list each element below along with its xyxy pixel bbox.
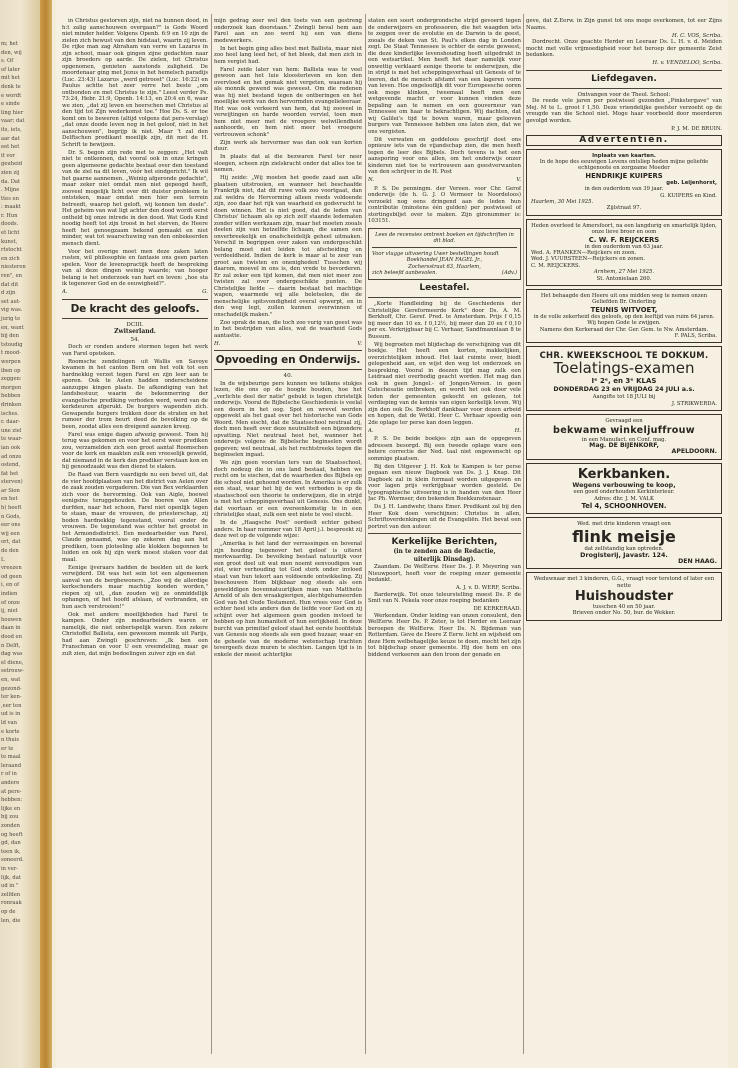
spine-fragment: hebben: [1, 797, 23, 804]
divider [214, 350, 362, 351]
spine-fragment: mit het [1, 75, 20, 82]
spine-fragment: andere [1, 780, 20, 787]
spine-fragment: : maakt [1, 204, 21, 211]
spine-fragment: n Delft, [1, 642, 21, 649]
spine-fragment: len, die [1, 917, 21, 924]
spine-fragment: geuheid [1, 161, 23, 168]
spine-fragment: n Gods, [1, 513, 21, 520]
spine-fragment: ian ook [1, 444, 21, 451]
spine-fragment: ld van [1, 719, 17, 726]
spine-fragment: leraand [1, 762, 22, 769]
spine-fragment: houwen [1, 616, 22, 623]
spine-fragment: eet het [1, 144, 20, 151]
spine-fragment: dood en [1, 633, 22, 640]
spine-fragment: ren", en [1, 273, 22, 280]
spine-fragment: teen ik, [1, 848, 21, 855]
column-1 [62, 18, 208, 1048]
spine-fragment: bij zou [1, 814, 19, 821]
spine-fragment: zien zij [1, 169, 20, 176]
divider [368, 533, 521, 534]
section-heading: Leestafel. [419, 283, 470, 294]
signature: A. H. [368, 427, 521, 434]
divider [368, 297, 521, 298]
spine-fragment: ronraak [1, 900, 22, 907]
section-heading: Opvoeding en Onderwijs. [215, 354, 361, 366]
spine-fragment: its, iets, [1, 126, 22, 133]
spine-fragment: ud is in [1, 711, 21, 718]
paragraph: Zoo sprak de man, die toch zoo vurig van geest was in het bestrijden van alles, wat de waarheid Gods aantastte. [214, 319, 362, 339]
spine-fragment: ter ken- [1, 694, 22, 701]
spine-fragment: morgen [1, 384, 22, 391]
spine-fragment: ling hier [1, 109, 24, 116]
article-part: 40. [283, 373, 293, 379]
spine-fragment: fat het [1, 470, 19, 477]
paragraph: Hij zeide: „Wij moeten het goede zaad aan alle plaatsen uitstrooien, en wanneer het beschaafde Frankrijk niet, dat dit ruwe volk zoo voortgaat, dan zal weldra de Hervorming alleen reeds voldoende zijn, zoo daar het rijk van waarheid en godsvrucht te doen winnen. Het is niet goed, dat de leden van Christus' lichaam als op zich zelf staande ledematen zonder willen werkzaam zijn, maar het moeten zooals deelen zijn van hetzelfde lichaam, die samen een onverbreekelijk en onafscheidelijk geheel uitmaken. Verschil in begrippen over zaken van ondergeschikt belang moet niet leiden tot afscheiding en verdeeldheid. Indien de kerk is maar al te zeer van proot aan twisten en onenigheden! Tusschen wij daarom, moevel in ons is, den vrede te bevorderen. Er zal zeker een tijd komen, dat men niet meer zoo twisten zal over ondergeschikte punten. De Christelijke liefde — daarin bestaat het machtige wapen, waarmede wij alle beletselen, die de menschelijke spitsvondigheid overal opwerpt, en in den weg legt, zullen kunnen overwinnen of onschadelijk maken." [214, 175, 362, 318]
spine-fragment: isches. [1, 410, 19, 417]
spine-fragment: lijke en [1, 805, 21, 812]
paragraph: Farel zeide later van hem: Ballista was te veel gewoon aan het luie kloosterleven en kon den overvloed en het gemak niet vergeten, waaraan hij als monnik gewend was geweest. Om die redenen was hij niet bestand tegen de ontberingen en het moeilijke werk van den hervormden evangelieleeraar. Het was ook verkeerd van hem, dat hij zooveel in verwijtingen en harde woorden verviel, toen men hem niet meer met de vroegere welwillendheid aanhoorde, en hem niet meer het vroegere vertrouwen schonk" [214, 66, 362, 138]
spine-fragment: e wordt [1, 92, 22, 99]
divider [62, 299, 208, 300]
signature: A. G. [62, 289, 208, 295]
spine-fragment: aar dat [1, 135, 20, 142]
spine-fragment: lijk, dat [1, 874, 21, 881]
paragraph: staten een soort ondergrondsche strijd gevoerd tegen de onderwijzers en professoren, die het waagden iets te zeggen over de evolutie en de Darwin is de geest, zooals de deken van St. Paul's elken dag in Londen zegt. De Staat Tennessee is echter de eerste geweest, die deze kinderlijke levenshouding heeft uitgedrukt in een wetsartikel. Men heeft het daar namelijk voor onwettig verklaard eenige theorie te onderwijzen, die in strijd is met het scheppingsverhaal uit Genesis of te leeren, dat de mensch afstamt van een lageren vorm van leven. Hoe ongelooflijk dit voor Europeesche ooren ook moge klinken, tweemaal heeft men een wetgevende macht er voor kunnen vinden deze bepaling aan te nemen en een gouverneur van Tennessee om haar te bekrachtigen. Wij dachten, dat wij Galilei's tijd te boven waren, maar gelooven burgers van Tennessee hebben ons laten zien, dat we ons vergisten. [368, 18, 521, 135]
spine-fragment: set aut- [1, 298, 21, 305]
spine-fragment: gezond- [1, 685, 22, 692]
spine-fragment: r of in [1, 771, 17, 778]
spine-fragment: daan in [1, 625, 21, 632]
divider [526, 88, 722, 89]
paragraph: In de wijsbeurige pers kunnen we telkens stukjes lezen, die ons op de hoogte houden, hoe het „verlichte deel der natie" gebukt is tegen christelijk onderwijs. Vooral de Bijbelsche Geschiedenis is veelal een doorn in het oog. Spot en wrevel worden opgewekt als het gaat over het historische van Gods Woord. Men eischt, dat de Staatsschool neutraal zij, doch men heeft over deze neutraliteit een bijzondere opvatting. Niet neutraal heet het, wanneer het onderwijs volgens de Bijbelsche beginselen wordt gegeven; wel neutraal, als het rechtstreeks tegen die beginselen ingaat. [214, 380, 362, 458]
spine-fragment: soneerd. [1, 857, 24, 864]
paragraph: We zijn geen voorstan ters van de Staatsschool, doch nodeug die in ons land bestaat, hebben we recht om te eischen, dat de waarheden des Bijbels op die school niet gehoond worden. In Amerika is er zulk een staat, waar het bij de wet verboden is op de staatsschool een theorie te onderwijzen, die in strijd is met het scheppingsverhaal uit Genesis. Ons dunkt, dat voortaan er een overeenkomstig te in een christelijke staat, zulk een wet niete te veel eischt. [214, 460, 362, 518]
spine-fragment: zonden [1, 823, 20, 830]
death-notice-kuipers: Inplaats van kaarten. In de hope des eeuwigen Levens ontsliep heden mijne geliefde echtgenoote en zorgzame Moeder HENDRIKJE KUIPERS geb. Leijenhorst, in den ouderdom van 39 jaar. G. KUIPERS en Kind. Haarlem, 30 Mei 1925. Zijlstraat 97. [526, 149, 722, 216]
spine-fragment: in ver- [1, 866, 18, 872]
paragraph: In plaats dat al die bezwaren Farel ter neer sloegen, scheen zijn zielskracht onder dat alles toe te nemen. [214, 154, 362, 173]
column-2 [214, 18, 362, 1048]
spine-fragment: iben op [1, 367, 21, 374]
column-3 [368, 18, 521, 1048]
spine-fragment: er te [1, 745, 14, 752]
paragraph: Dr. S. begon zijn rede met te zeggen: „Het valt niet te ontkennen, dat vooral ook in onze kringen geen algemeene gedachte bestaat over den toestand van de ziel na dit leven, vóór het eindgericht." Ik wil het gaarne aannemen. „Weinig afgeronde gedachte", maar zeker niet omdat men niet gepeogd heeft, zooveel mogelijk licht over dit duister probleem te ontsteken, maar omdat men hier een terrein betreedt, waarop het geloft, wij kennen ten deele". Het geheim van wat ligt achter den dood wordt eerst ontheld bij onze intrede in den dood. Wat Gods Kind noodig heeft tot zijn troost in het sterven, de Heere heeft het genoegzaam bekend gemaakt en niet minder, wat tot waarschuwing van den onbekeerden mensch dient. [62, 149, 208, 247]
spine-fragment: at pere- [1, 788, 22, 795]
church-pews-ad: Kerkbanken. Wegens verbouwing te koop, een goed onderhouden Kerkinterieur. Adres: dhr. J. M. VALK Tel 4, SCHOONHOVEN. [526, 463, 722, 515]
spine-fragment: m; het [1, 41, 18, 47]
spine-fragment: hebben [1, 393, 21, 400]
spine-fragment: une ziel [1, 427, 22, 434]
spine-fragment: r. Hun [1, 212, 18, 219]
column-rule-3 [523, 14, 524, 1054]
spine-fragment: e sinde [1, 101, 20, 108]
spine-fragment: en het [1, 496, 18, 503]
spine-fragment: ud in " [1, 883, 19, 890]
paragraph: De Raad van Bern vaardigde nu een bevel uit, dat de vier hoofdplaatsen van het district van Aelen over de zaak zouden vergaderen. Die van Bex verklaarden zich voor de hervorming. Ook van Aigle, boewel eenigsins teruggehouden. De boeren van Allen durfden, naar het schoon, Farel niet openlijk tegen te staan, maar de vrouwen, de priesterschap, zij boden hardnekkig tegenstand, vooral onder de vrouwen. De tegenstand was echter het grootst in het Armondsdistrict. Een medearbeider van Farel, Claude genaamd, was op zekeren dag aan het prediken, toen plotseling alle klokken begonnen te luiden en ook hij zijn werk moest staken voor dat maal. [62, 472, 208, 563]
article-subtitle: Zwitserland. [114, 328, 156, 335]
job-ad-shop-assistant: Gevraagd een bekwame winkeljuffrouw in een Manufact. en Conf. mag. Mag. DE BIJENKORF, APELDOORN. [526, 414, 722, 460]
spine-fragment: sterven) [1, 479, 23, 486]
column-rule-1 [211, 14, 212, 1054]
paragraph: In het begin ging alles best met Ballista, maar niet zoo heel lang leed het, of het bleek, dat men zich in hem vergist had. [214, 45, 362, 65]
signature: N. V. [368, 177, 521, 183]
divider [526, 70, 722, 71]
spine-fragment: ostend, [1, 462, 21, 469]
job-ad-housekeeper: Weduwnaar met 3 kinderen, G.G., vraagt voor terstond of later een nette Huishoudster tusschen 40 en 50 jaar. Brieven onder No. 50, bur. de Wekker. [526, 572, 722, 621]
spine-fragment: it vor [1, 152, 15, 159]
paragraph: in Christus gestorven zijn, niet na hunnen dood, in h:t zalig aanschouwen overgaan?" is Gods Woord niet minder helder. Volgens Openb. 6:9 en 10 zijn de zielen zich bewust van den bidstaat, waarin zij leven. De rijke man zag Abraham van verre en Lazarus in zijn schoot, maar ook gingen zijne gedachten naar zijn broeders op aarde. De zielen, tot Christus opgenomen, genieten aanstonds zaligheid. De moordenaar ging met Jezus in het hemelsch paradijs (Luc. 23:43) Lazarus „werd getroost" (Luc. 16:22) en Paulus achtte het zeer verre het beste „om ontbonden en met Christus te zijn." Leest verder Ps. 73:24, Hebr. 21:9, Openb. 14:13, en 20:4 en 6, waar we zien, „dat zij leven en heerschen met Christus al den tijd tot Zijn wederkomst toe." Hoe Ds. S. er toe komt om te beweren (altijd volgens dat pers-verslag) „dat onze doode leven nog in het geloof, niet in het aanschouwen", begrijp ik niet. Maar 't zal den Delftschen predikant moeilijk zijn, dit met de H. Schrift te bewijzen. [62, 18, 208, 148]
spine-fragment: d zijn [1, 290, 16, 297]
paragraph: Wij begroeten met blijdschap de verschijning van dit boekje. Het heeft een korten, makkelijken, overzichtelijken inhoud. Het laat ruimte over, biedt gelegenheid aan, en wijst den weg tot onderzoek en bespreking. Vooral in deezen tijd mag zulk een Leidraad niet overbodig geacht worden. Het mag dan ook in geen Jongel.- of Jongen-Vereen. in geen Catechesatie ontbreken, en wordt het ook door vele leden der gemeenten gekocht en gelezen, tot verdieping van de kennis van eigen kerkelijk leven. Wij zijn den ook Ds. Berkhoff dankbaar voor dezen arbeid en hopen, dat de Wetkl. Heer C. Verhaar spoedig een 2de oplage ter perse kan doen leggen. [368, 341, 521, 426]
spine-fragment: vreezen [1, 565, 22, 572]
spine-fragment: r. daar- [1, 419, 20, 426]
paragraph: Werkendam. Onder leiding van onzen consulent, den WelEerw. Heer Ds. P. Zeter, is tot Herder en Leeraar beroepen de WelEerw. Heer Ds. N. Bijdeman van Rotterdam. Geve de Heere Z Eerw. licht en wijsheid om deze Hem welbehagelijke keuze te doen, mocht het zijn tot blijdschap onzer gemeente. Hij doe hem en ons biddend verkeeren aan den troon der genade en [368, 612, 521, 658]
spine-fragment: ij, niet [1, 608, 18, 615]
section-heading: Kerkelijke Berichten, [391, 537, 498, 548]
spine-text-fragments [1, 40, 39, 925]
spine-fragment: zeggen: [1, 376, 22, 383]
article-number: DCIII. [126, 321, 144, 328]
section-subtitle: (in te zenden aan de Redactie, [393, 548, 496, 556]
spine-fragment: ort, dat [1, 539, 21, 546]
article-part: 54. [130, 336, 140, 343]
spine-fragment: og heeft [1, 831, 23, 838]
divider [214, 369, 362, 370]
spine-fragment: kunst, [1, 238, 18, 245]
paragraph: „Korte Handleiding bij de Geschiedenis der Christelijke Gereformeerde Kerk" door Ds. A. M. Berkhoff, Chr. Geref. Pred. te Amsterdam. Prijs f 0,15 bij meer dan 10 ex. f 0,12½, bij meer dan 20 ex f 0,10 per ex. Verkrijgbaar bij C. Verhaar, Sandfmannlaan 8 te Bussum. [368, 301, 521, 340]
spine-fragment: gd, dan [1, 840, 21, 847]
paragraph: mijn gedrag zeer wel den toets van een gestreng onderzoek kan doorstaan." Zwingli beval hem aan Farel aan en zoo werd hij een van diens medewerkers. [214, 18, 362, 44]
paragraph: Voor het overige moet men deze zaken laten rusten, wil philosophie en fantasie ons geen parten spelen. Voor de levenspractijk heeft de bespreking van al deze dingen weinig waarde; van hooger belang is het onderzoek van hart en leven: „hoe sta ik tegenover God en de eeuwigheid?". [62, 248, 208, 287]
spine-fragment: dag was [1, 651, 23, 658]
spine-fragment: of onze [1, 599, 20, 606]
divider [372, 247, 517, 248]
spine-fragment: vaar; dat [1, 118, 25, 125]
column-4 [526, 18, 722, 1048]
spine-fragment: op de [1, 908, 16, 915]
spine-fragment: en, want [1, 324, 24, 331]
paragraph: Farel was enige dagen afwezig geweest. Toen hij terug was gekomen en voor het eerst weer prediken zou, verzamelden zich een groot aantal Roomschen voor de kerk en maakten zulk een vreeselijk geweld, dat niemand in de kerk den prediker verstaan kon en hij genoodzaakt was den dienst te staken. [62, 431, 208, 470]
spine-fragment: el diene, [1, 659, 24, 666]
death-notice-reijckers: Heden overleed te Amersfoort, na een langdurig en smartelijk lijden, onze lieve broer en oom C. W. F. REIJCKERS in den ouderdom van 63 jaar. Wed. A. FRANKEN—Reijckers en zoon. Wed. J. VUURSTEEN—Reijckers en zonen. C. M. REIJCKERS. Arnhem, 27 Mei 1925. St. Antonielaan 260. [526, 219, 722, 286]
section-heading: Liefdegaven. [591, 73, 657, 84]
paragraph: Barderwijk. Tot onze teleurstelling moest Ds. P. de Smit van N. Pekela voor onze roeping bedanken [368, 591, 521, 605]
spine-fragment: doods. [1, 221, 19, 228]
spine-fragment: wij een [1, 530, 20, 537]
spine-fragment: h) heeft [1, 505, 22, 512]
spine-fragment: et licht [1, 230, 20, 237]
spine-fragment: n thuis [1, 737, 20, 744]
spine-edge [40, 0, 52, 1068]
section-subtitle: uiterlijk Dinsdag). [413, 555, 476, 563]
job-ad-girl: Wed. met drie kinderen vraagt een flink meisje dat zelfstandig kan optreden. Drogisterij, Javastr. 124. DEN HAAG. [526, 517, 722, 569]
spine-fragment: niesteren [1, 264, 26, 271]
paragraph: Eenige ijveraars hadden de beelden uit de kerk verwijderd. Dit was het sein tot een algemeenen aanval van de bergbewoners. „Zoo wij de allerdige kerkschenders maar machtig konden worden," riepen zij uit, „dan zouden wij ze onmiddellijk ophangen, of het hoofd afslaan, of verbranden, en hun asch verstrooien!" [62, 564, 208, 610]
spine-fragment: t mood- [1, 350, 21, 357]
spine-fragment: ttes en [1, 195, 19, 202]
spine-fragment: setrouw- [1, 668, 24, 675]
signature: H. v. VENDELOO, Scriba. [652, 60, 722, 66]
exam-advertisement: CHR. KWEEKSCHOOL TE DOKKUM. Toelatings-examen Iᵉ 2ᵉ, en 3ᵉ KLAS DONDERDAG 23 en VRIJDAG 24 JULI a.s. Aangifte tot 18 JULI bij J. STRIKWERDA. [526, 346, 722, 411]
spine-fragment: ad onze [1, 453, 22, 460]
spine-fragment: indien [1, 591, 18, 597]
spine-fragment: s. Of [1, 58, 14, 65]
spine-fragment: bij den [1, 333, 19, 340]
paragraph: Doch er ronden andere stormen tegen het werk van Farel opsteken. [62, 344, 208, 357]
spine-fragment: te maal [1, 754, 21, 761]
spine-fragment: da. Dat [1, 178, 21, 185]
bookshop-notice: Lees de recensies omtrent boeken en tijdschriften in dit blad. Voor vlugge uitvoering Uwer bestellingen houdt Boekhandel JEAN FAGEL Jr., Zochersstraat 63, Haarlem, zich beleefd aanbevolen. (Adv.) [368, 228, 521, 281]
column-rule-2 [365, 14, 366, 1054]
spine-fragment: od geen [1, 573, 22, 580]
spine-fragment: rtstocht [1, 247, 22, 254]
spine-fragment: drinken [1, 401, 22, 408]
spine-fragment: ar Sion [1, 487, 20, 494]
paragraph: P. S. De beide boekjes zijn aan de opgegeven adressen besorgd. Bij een tweede oplage ware een betere correctie der Ned. taal niet ongewenscht op sommige plaatsen. [368, 436, 521, 462]
paragraph: Bij den Uitgever J. H. Kok te Kampen is ter perse gegaan een nieuw Dagboek van Ds. J. J. Knap. Dit Dagboek zal in klein formaat worden uitgegeven en voor lagen prijs verkrijgbaar worden gesteld. De typographische uitvoering is in handen van den Heer Jac Ph. Wormser, den bekenden Boekkunstenaar. [368, 463, 521, 503]
spine-fragment: denk te [1, 83, 21, 90]
section-subtitle: Ontvangen voor de Theol. School: [577, 91, 671, 98]
signature: A. J. v. D. WERF, Scriba. [455, 585, 521, 592]
signature: H. C. VOS, Scriba. [671, 32, 722, 39]
paragraph: Ds J. H. Landwehr, thans Emer. Predikant zal bij den Heer Kok doen verschijnen: Christus in allen, Schriftoverdenkingen uit de Evangeliën. Het bevat een portret van den auteur. [368, 504, 521, 530]
signature: DE KERKERAAD. [473, 606, 521, 613]
paragraph: Zaandam. De WelEerw. Heer Ds. J. P. Meyering van Nieuwpoort, heeft voor de roeping onzer gemeente bedankt. [368, 564, 521, 584]
spine-fragment: zelfden [1, 891, 21, 898]
spine-fragment: . Mijne [1, 187, 20, 194]
postscript: P. S. De penningm. der Vereen. voor Chr. Gerof onderwijs (de h. G. J. O Vermeer te Noordeloos) verzoekt nog eens dringend aan de leden hun contributie (minstens één gulden) per postwissel of stortingsbiljet over te maken. Zijn gironummer is: 103151. [368, 185, 521, 224]
spine-fragment: vig was. [1, 307, 23, 314]
paragraph: „Amerika is het land der verrassingen en bovenal zijn houding tegenover het geloof is uiterst merkwaardig. De bevolking bestaat natuurlijk voor een groot deel uit wat men noemt eenvoudigen van ziel, wier verhouding tot God sterk onder invloed staat van hun tekort aan voldoende ontwikkeling. Zij beschouwen Hem blijkbaar nog steeds als een gewelddigen bovennatuurlijken man van Mattheüs Arnold of als den wraakgierigen, alechtgehumeerden God van het Oude Testament. Hun vrees voor God is echter heel iets anders dan de liefde voor God en zij schijnt over het algemeen geen gooden invloed te hebben op hun humaniteit of hun eerlijkheid. In deze burcht van primitief geloof staat het eerste hoofdstuk van Genesis nog steeds als een goed huzaar, waar en de geheele van de moderne wetenschap trachten tevergeefs deze muren te slechten. Langen tijd is in enkele der meest achterlijke [214, 541, 362, 658]
spine-fragment: en, wat [1, 676, 21, 683]
spine-fragment: e korte [1, 728, 20, 735]
section-heading: De kracht des geloofs. [70, 302, 200, 315]
binding-spine [0, 0, 52, 1068]
spine-fragment: L [1, 556, 5, 563]
paragraph: Zijn werk als hervormer was dan ook van korten duur. [214, 139, 362, 152]
spine-fragment: te waar- [1, 436, 23, 443]
paragraph: Ook met andere moeilijkheden had Farel te kampen. Onder zijn medearbeiders waren er namelijk, die niet onberispelijk waren. Een zekere Christoffel Ballista, een geweezen monnik uit Parijs, had aan Zwingli geschreven: „Ik ben een Franschman en voor U een vreemdeling, maar ge zult zien, dat mijn bedoelingen zuiver zijn en dat [62, 611, 208, 657]
notice-footer: zich beleefd aanbevolen. (Adv.) [372, 269, 517, 276]
spine-fragment: ,eer ten [1, 702, 22, 709]
paragraph: In de „Haagsche Post" oordeelt echter geheel anders. In haar nummer van 18 April j.l. bespreekt zij deze wet op de volgende wijze: [214, 520, 362, 539]
paragraph: geve, dat Z.Eerw. in Zijn gunst tot ons moge overkomen, tot eer Zijns Naams. [526, 18, 722, 31]
spine-fragment: i, en of [1, 582, 20, 589]
paragraph: Dordrecht. Onze geachte Herder en Leeraar Ds. L. H. v. d. Meiden mocht met volle vrijmoedigheid voor het beroep der gemeente Zeist bedanken. [526, 39, 722, 58]
spine-fragment: en zich [1, 255, 20, 262]
spine-fragment: eer ons [1, 522, 21, 529]
divider [62, 318, 208, 319]
spine-fragment: den, wij [1, 49, 22, 56]
signature: P. J. M. DE BRUIN. [671, 125, 722, 132]
spine-fragment: tstoudig [1, 341, 23, 348]
spine-fragment: dat dit [1, 281, 19, 288]
spine-fragment: werpen [1, 358, 21, 365]
spine-fragment: of later [1, 66, 21, 73]
advertisements-heading: Advertentiën. [526, 135, 722, 146]
spine-fragment: jurig te [1, 316, 21, 322]
paragraph: Roomsche zendelingen uit Wallis en Savoye kwamen in het canton Bern om het volk tot een hardnekkig verzet tegen Farel en zijn leer aan te sporen. Ook te Aelen hadden onderscheidene aanzuppe kingen plaats. De afkondiging van het landsbestuur, waarin de bekenmerring der evangelische prediking verboden werd, werd van de kerkdeuren afgerukt. De burgers wapenden zich. Gewapende burgers trokken door de straten en het rumoer der trom beurt deed de bevolking op de been, zoodat alles een dreigend aanzien kreeg. [62, 358, 208, 430]
paragraph: De reede vele jaren per postwissel gezonden „Pinkstergave" van Mej. M te L. groot f 1,50. Deze vriendelijke geefster verzoeht op de vreugde van die School niet. Moge haar voorbeeld door meerderen gevolgd worden. [526, 98, 722, 124]
paragraph: Dit verwaten en goddeloos geschrijf doet ons opnieuw iets van de vijandschap zien, die men heeft tegen de leer des Bijbels. Doch tevens is het een aansporing voor ons allen, om het onderwijs onzer kinderen niet toe te vertrouwen aan geestverwanten van den schrijver in de H. Post [368, 136, 521, 175]
spine-fragment: de den [1, 548, 19, 555]
death-notice-witvoet: Het behaagde den Heere uit ons midden weg te nemen onzen Geliefden Br. Onderling TEUNIS WITVOET, in de volle zekerheid des geloofs, op den leeftijd van ruim 64 jaren. Wij hopen Gode te zwijgen. Namens den Kerkeraad der Chr. Ger. Gem. te Nw. Amsterdam. F. PALS, Scriba. [526, 289, 722, 343]
signature: H. V. [214, 340, 362, 347]
